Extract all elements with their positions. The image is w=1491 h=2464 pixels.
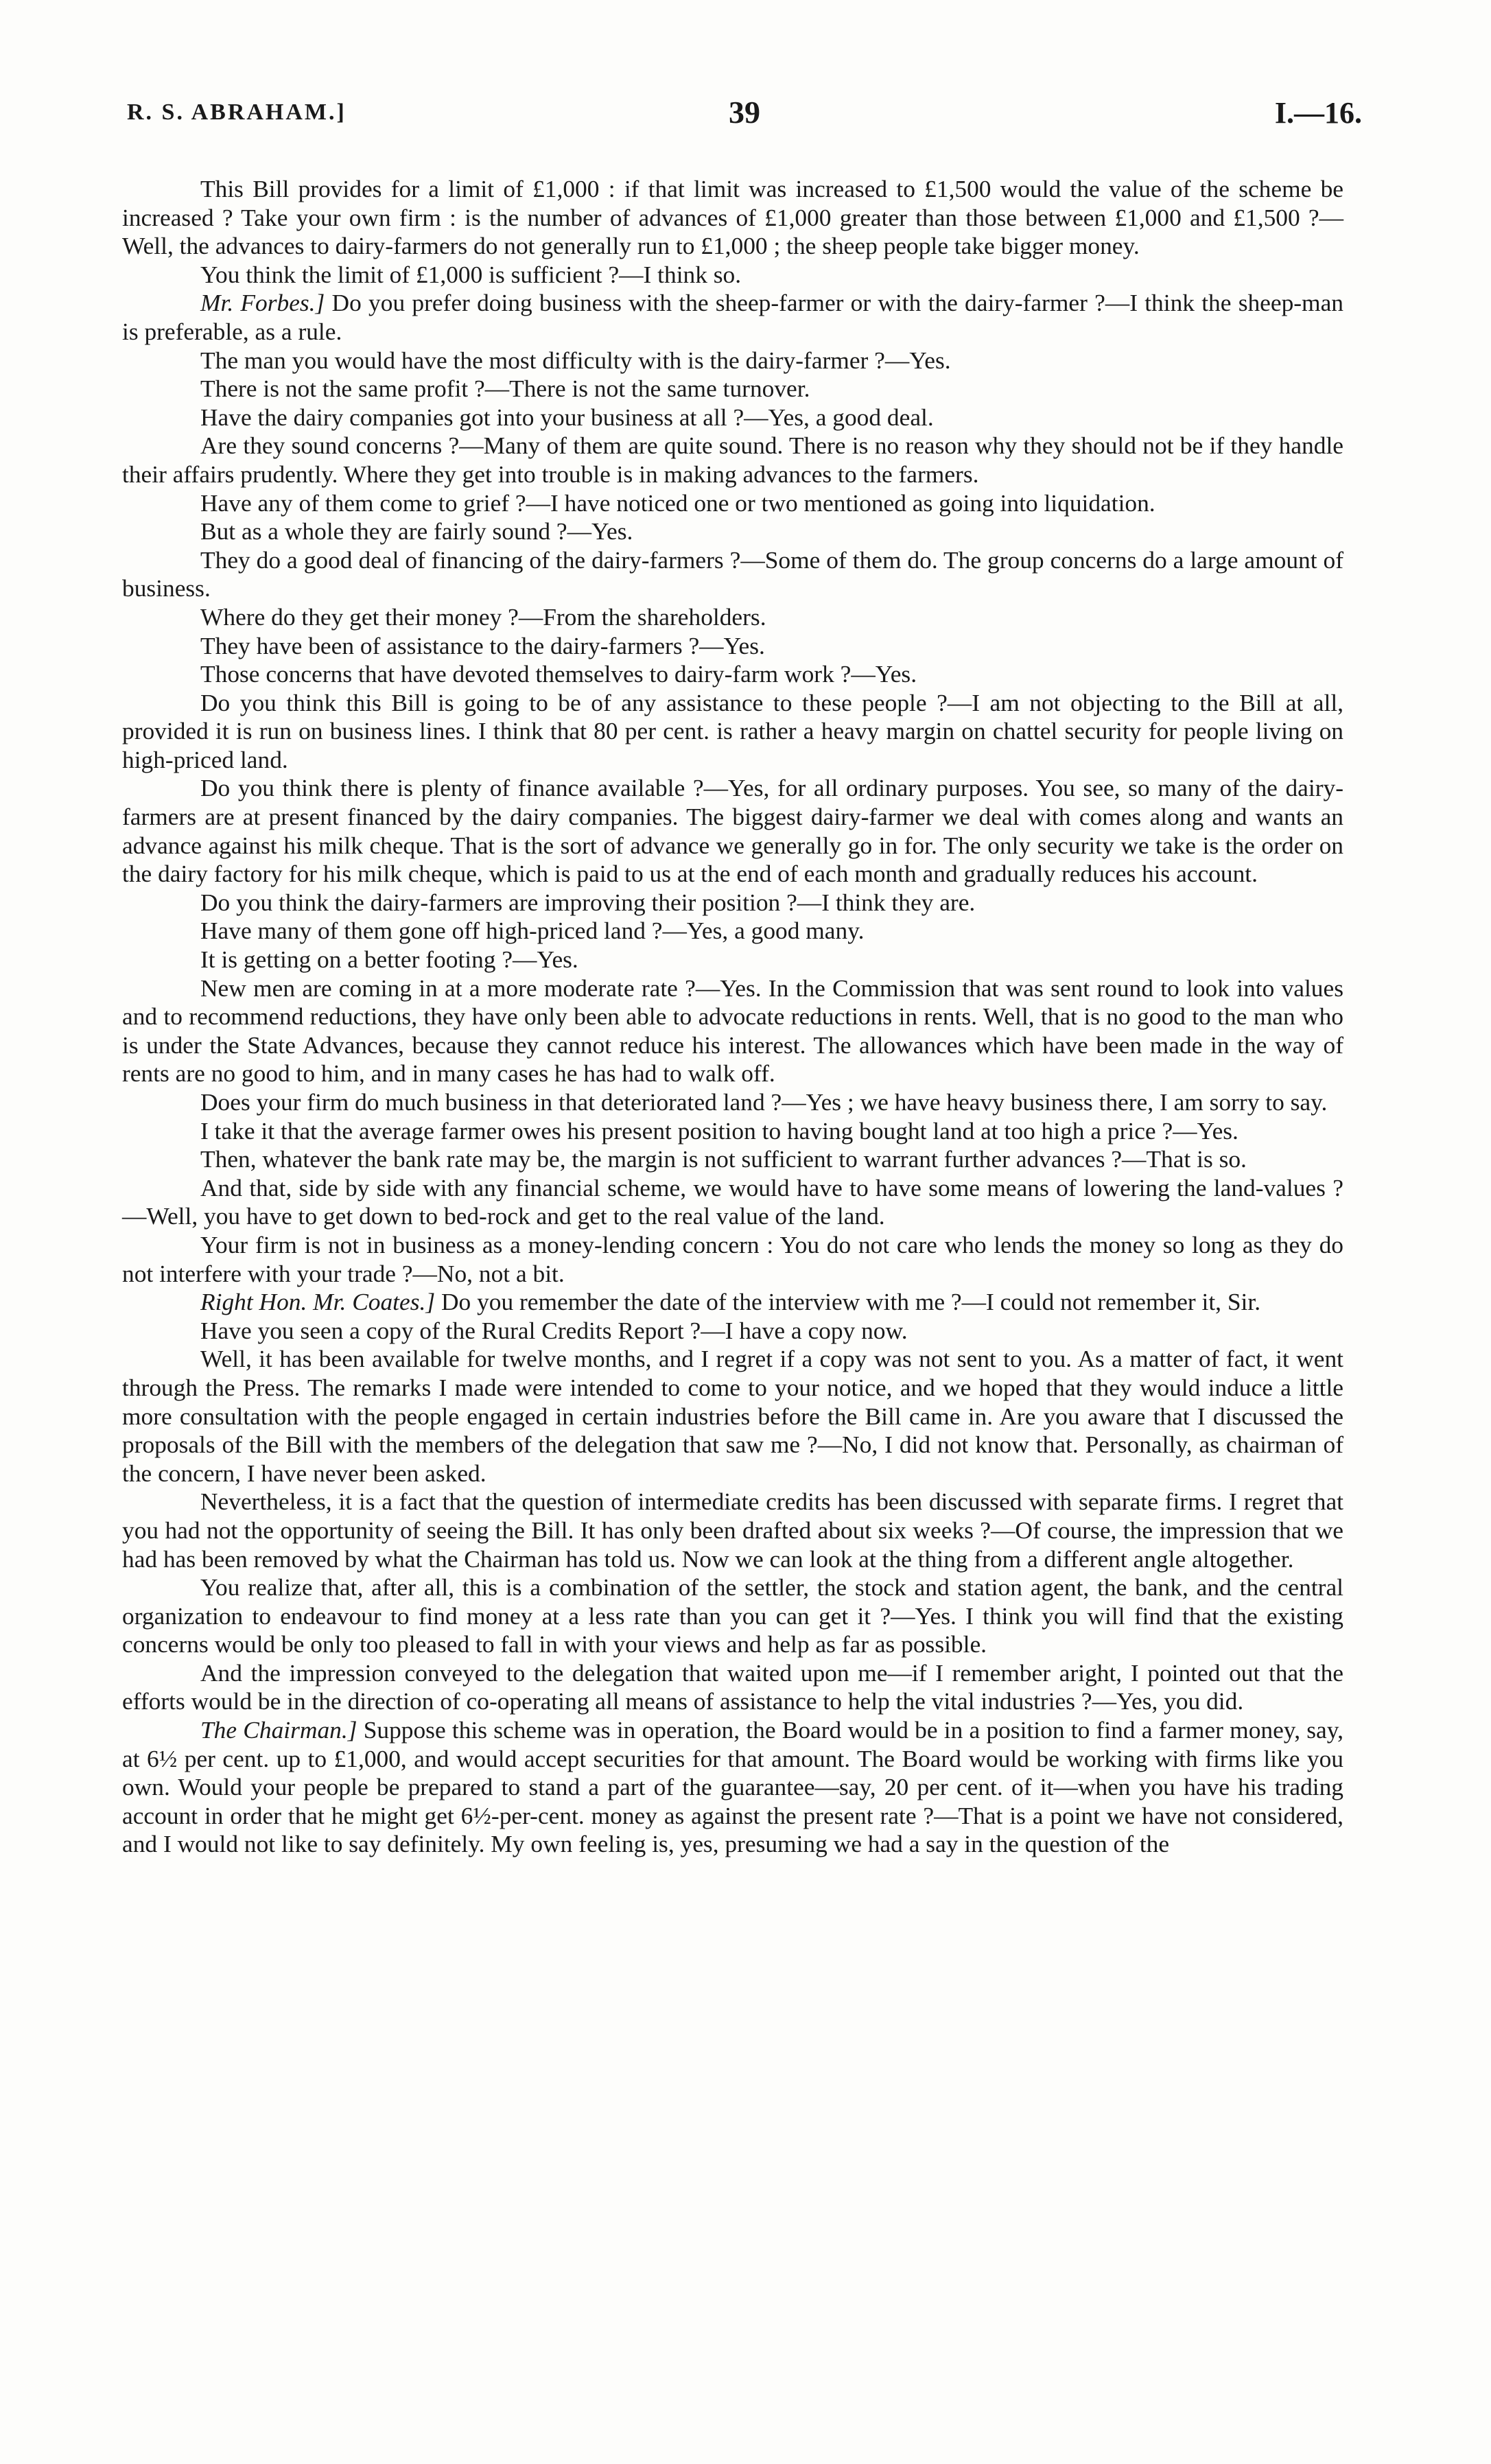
paragraph [122, 1288, 1343, 1317]
paragraph [122, 546, 1343, 603]
paragraph [122, 175, 1343, 261]
paragraph [122, 946, 1343, 974]
paragraph-text: Then, whatever the bank rate may be, the margin is not sufficient to warrant further advances ?—That is so. [200, 1145, 1247, 1173]
paragraph-text: Does your firm do much business in that deteriorated land ?—Yes ; we have heavy business there, I am sorry to say. [200, 1088, 1328, 1116]
paragraph-text: Nevertheless, it is a fact that the question of intermediate credits has been discussed with separate firms. I regret that you had not the opportunity of seeing the Bill. It has only been drafted about six weeks ?—Of course, the impression that we had has been removed by what the Chairman has told us. Now we can look at the thing from a different angle altogether. [122, 1488, 1343, 1573]
paragraph-text: They do a good deal of financing of the dairy-farmers ?—Some of them do. The group concerns do a large amount of business. [122, 545, 1343, 602]
paragraph [122, 660, 1343, 689]
paragraph-text: This Bill provides for a limit of £1,000 : if that limit was increased to £1,500 would the value of the scheme be increased ? Take your own firm : is the number of advances of £1,000 greater than those between £1,000 and £1,500 ?—Well, the advances to dairy-farmers do not generally run to £1,000 ; the sheep people take bigger money. [122, 175, 1343, 260]
paragraph [122, 432, 1343, 489]
evidence-text [122, 175, 1343, 1859]
paragraph-text: I take it that the average farmer owes his present position to having bought land at too high a price ?—Yes. [200, 1116, 1238, 1145]
paragraph [122, 1088, 1343, 1117]
document-reference: I.—16. [1274, 96, 1362, 130]
speaker-name: Right Hon. Mr. Coates.] [200, 1288, 436, 1316]
paragraph-text: Do you think this Bill is going to be of any assistance to these people ?—I am not objecting to the Bill at all, provided it is run on business lines. I think that 80 per cent. is rather a heavy margin on chattel security for people living on high-priced land. [122, 688, 1343, 773]
paragraph [122, 1117, 1343, 1146]
paragraph [122, 774, 1343, 888]
paragraph-text: They have been of assistance to the dairy-farmers ?—Yes. [200, 631, 765, 659]
header-witness-name: R. S. ABRAHAM.] [127, 99, 347, 125]
paragraph-text: Do you think the dairy-farmers are improving their position ?—I think they are. [200, 888, 976, 916]
paragraph-text: Are they sound concerns ?—Many of them are quite sound. There is no reason why they should not be if they handle their affairs prudently. Where they get into trouble is in making advances to the farmers. [122, 432, 1343, 488]
paragraph-text: It is getting on a better footing ?—Yes. [200, 946, 578, 974]
paragraph [122, 603, 1343, 632]
paragraph-text: Well, it has been available for twelve months, and I regret if a copy was not sent to you. As a matter of fact, it went through the Press. The remarks I made were intended to come to your notice, and we hoped that they would induce a little more consultation with the people engaged in certain industries before the Bill came in. Are you aware that I discussed the proposals of the Bill with the members of the delegation that saw me ?—No, I did not know that. Personally, as chairman of the concern, I have never been asked. [122, 1345, 1343, 1487]
paragraph [122, 1145, 1343, 1174]
page-number: 39 [729, 95, 760, 130]
paragraph [122, 632, 1343, 661]
paragraph-text: Have many of them gone off high-priced land ?—Yes, a good many. [200, 917, 865, 945]
paragraph-text: Have any of them come to grief ?—I have noticed one or two mentioned as going into liquidation. [200, 489, 1155, 517]
paragraph-text: You realize that, after all, this is a combination of the settler, the stock and station agent, the bank, and the central organization to endeavour to find money at a less rate than you can get it ?—Yes. I think you will find that the existing concerns would be only too pleased to fall in with your views and help as far as possible. [122, 1573, 1343, 1658]
paragraph [122, 375, 1343, 403]
paragraph [122, 261, 1343, 290]
paragraph [122, 917, 1343, 946]
speaker-name: Mr. Forbes.] [200, 289, 325, 317]
paragraph-text: The man you would have the most difficulty with is the dairy-farmer ?—Yes. [200, 346, 951, 374]
paragraph [122, 1174, 1343, 1231]
paragraph-text: You think the limit of £1,000 is sufficient ?—I think so. [200, 260, 742, 288]
paragraph-text: New men are coming in at a more moderate rate ?—Yes. In the Commission that was sent round to look into values and to recommend reductions, they have only been able to advocate reductions in rents. Well, that is no good to the man who is under the State Advances, because they cannot reduce his interest. The allowances which have been made in the way of rents are no good to him, and in many cases he has had to walk off. [122, 974, 1343, 1088]
paragraph-text: Suppose this scheme was in operation, the Board would be in a position to find a farmer money, say, at 6½ per cent. up to £1,000, and would accept securities for that amount. The Board would be working with firms like you own. Would your people be prepared to stand a part of the guarantee—say, 20 per cent. of it—when you have his trading account in order that he might get 6½-per-cent. money as against the present rate ?—That is a point we have not considered, and I would not like to say definitely. My own feeling is, yes, presuming we had a say in the question of the [122, 1716, 1343, 1858]
paragraph [122, 517, 1343, 546]
paragraph [122, 403, 1343, 432]
paragraph [122, 1317, 1343, 1346]
paragraph-text: Have the dairy companies got into your business at all ?—Yes, a good deal. [200, 403, 934, 431]
paragraph [122, 889, 1343, 917]
page-header [127, 95, 1362, 141]
speaker-name: The Chairman.] [200, 1716, 357, 1744]
paragraph-text: And the impression conveyed to the delegation that waited upon me—if I remember aright, I pointed out that the efforts would be in the direction of co-operating all means of assistance to help the vital industries ?—Yes, you did. [122, 1658, 1343, 1715]
paragraph [122, 489, 1343, 518]
paragraph-text: Your firm is not in business as a money-lending concern : You do not care who lends the money so long as they do not interfere with your trade ?—No, not a bit. [122, 1230, 1343, 1287]
paragraph [122, 347, 1343, 375]
paragraph [122, 1231, 1343, 1288]
paragraph [122, 974, 1343, 1088]
paragraph-text: Where do they get their money ?—From the shareholders. [200, 602, 766, 631]
paragraph-text: Do you remember the date of the interview with me ?—I could not remember it, Sir. [435, 1288, 1261, 1316]
paragraph-text: Do you think there is plenty of finance available ?—Yes, for all ordinary purposes. You see, so many of the dairy-farmers are at present financed by the dairy companies. The biggest dairy-farmer we deal with comes along and wants an advance against his milk cheque. That is the sort of advance we generally go in for. The only security we take is the order on the dairy factory for his milk cheque, which is paid to us at the end of each month and gradually reduces his account. [122, 774, 1343, 888]
paragraph [122, 1345, 1343, 1488]
paragraph-text: And that, side by side with any financial scheme, we would have to have some means of lowering the land-values ?—Well, you have to get down to bed-rock and get to the real value of the land. [122, 1173, 1343, 1230]
paragraph [122, 1716, 1343, 1859]
paragraph-text: Those concerns that have devoted themselves to dairy-farm work ?—Yes. [200, 660, 917, 688]
paragraph-text: Do you prefer doing business with the sheep-farmer or with the dairy-farmer ?—I think the sheep-man is preferable, as a rule. [122, 289, 1343, 345]
paragraph-text: There is not the same profit ?—There is not the same turnover. [200, 375, 810, 403]
paragraph [122, 1488, 1343, 1573]
paragraph [122, 689, 1343, 775]
paragraph-text: Have you seen a copy of the Rural Credits Report ?—I have a copy now. [200, 1316, 908, 1344]
paragraph [122, 289, 1343, 346]
paragraph [122, 1573, 1343, 1659]
paragraph-text: But as a whole they are fairly sound ?—Yes. [200, 517, 633, 545]
paragraph [122, 1659, 1343, 1716]
